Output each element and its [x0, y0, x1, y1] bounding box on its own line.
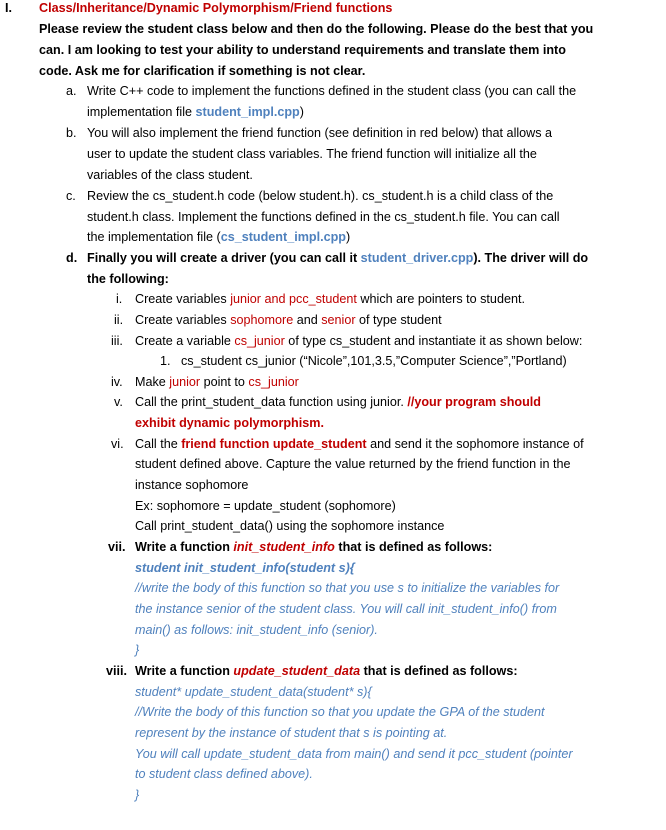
item-b-line-1: You will also implement the friend function (see definition in red below) that allows a: [87, 126, 553, 140]
filename-student-impl: student_impl.cpp: [195, 105, 300, 119]
sub-vii-comment-1: //write the body of this function so that you use s to initialize the variables for: [135, 581, 560, 595]
item-b-line-2: user to update the student class variables. The friend function will initialize all the: [87, 147, 537, 161]
sub-i-text: Create variables junior and pcc_student which are pointers to student.: [135, 292, 525, 306]
section-title: Class/Inheritance/Dynamic Polymorphism/Friend functions: [39, 1, 393, 15]
sub-vii-comment-2: the instance senior of the student class. You will call init_student_info() from: [135, 602, 557, 616]
item-b-label: b.: [66, 126, 77, 140]
sub-vi-call: Call print_student_data() using the sophomore instance: [135, 519, 445, 533]
item-c-line-2: student.h class. Implement the functions defined in the cs_student.h file. You can call: [87, 210, 560, 224]
sub-viii-text: Write a function update_student_data that is defined as follows:: [135, 664, 518, 678]
sub-vi-text-2: student defined above. Capture the value returned by the friend function in the: [135, 457, 571, 471]
sub-viii-close-brace: }: [135, 788, 140, 802]
sub-vi-text-3: instance sophomore: [135, 478, 249, 492]
sub-vi-text: Call the friend function update_student and send it the sophomore instance of: [135, 437, 584, 451]
sub-vii-label: vii.: [108, 540, 126, 554]
filename-cs-student-impl: cs_student_impl.cpp: [220, 230, 346, 244]
sub-v-text: Call the print_student_data function using junior. //your program should: [135, 395, 542, 409]
intro-line-1: Please review the student class below and then do the following. Please do the best that you: [39, 22, 594, 36]
section-number: I.: [5, 1, 12, 15]
sub-iii-1-label: 1.: [160, 354, 171, 368]
item-c-line-1: Review the cs_student.h code (below student.h). cs_student.h is a child class of the: [87, 189, 554, 203]
sub-i-label: i.: [116, 292, 123, 306]
sub-viii-signature: student* update_student_data(student* s){: [135, 685, 372, 699]
item-d-line-2: the following:: [87, 272, 169, 286]
sub-viii-comment-4: to student class defined above).: [135, 767, 313, 781]
sub-vii-signature: student init_student_info(student s){: [135, 561, 355, 575]
sub-v-label: v.: [114, 395, 123, 409]
intro-line-3: code. Ask me for clarification if something is not clear.: [39, 64, 366, 78]
sub-ii-text: Create variables sophomore and senior of type student: [135, 313, 442, 327]
sub-viii-label: viii.: [106, 664, 127, 678]
item-a-line-2: implementation file student_impl.cpp): [87, 105, 304, 119]
sub-iii-label: iii.: [111, 334, 123, 348]
sub-v-text-2: exhibit dynamic polymorphism.: [135, 416, 324, 430]
sub-vii-text: Write a function init_student_info that is defined as follows:: [135, 540, 493, 554]
item-a-label: a.: [66, 84, 77, 98]
sub-vi-label: vi.: [111, 437, 124, 451]
sub-viii-comment-2: represent by the instance of student that s is pointing at.: [135, 726, 448, 740]
sub-vii-comment-3: main() as follows: init_student_info (senior).: [135, 623, 378, 637]
item-a-line-1: Write C++ code to implement the functions defined in the student class (you can call the: [87, 84, 577, 98]
filename-student-driver: student_driver.cpp: [360, 251, 474, 265]
sub-viii-comment-1: //Write the body of this function so that you update the GPA of the student: [135, 705, 545, 719]
item-d-line-1: Finally you will create a driver (you can call it student_driver.cpp). The driver will do: [87, 251, 589, 265]
sub-iv-label: iv.: [111, 375, 123, 389]
item-c-line-3: the implementation file (cs_student_impl.cpp): [87, 230, 351, 244]
item-c-label: c.: [66, 189, 76, 203]
sub-iii-text: Create a variable cs_junior of type cs_student and instantiate it as shown below:: [135, 334, 583, 348]
sub-ii-label: ii.: [114, 313, 124, 327]
sub-iv-text: Make junior point to cs_junior: [135, 375, 299, 389]
sub-vi-example: Ex: sophomore = update_student (sophomore): [135, 499, 396, 513]
sub-viii-comment-3: You will call update_student_data from main() and send it pcc_student (pointer: [135, 747, 573, 761]
sub-iii-1-text: cs_student cs_junior (“Nicole”,101,3.5,”Computer Science”,”Portland): [181, 354, 567, 368]
sub-vii-close-brace: }: [135, 643, 140, 657]
item-d-label: d.: [66, 251, 78, 265]
intro-line-2: can. I am looking to test your ability to understand requirements and translate them into: [39, 43, 566, 57]
item-b-line-3: variables of the class student.: [87, 168, 253, 182]
